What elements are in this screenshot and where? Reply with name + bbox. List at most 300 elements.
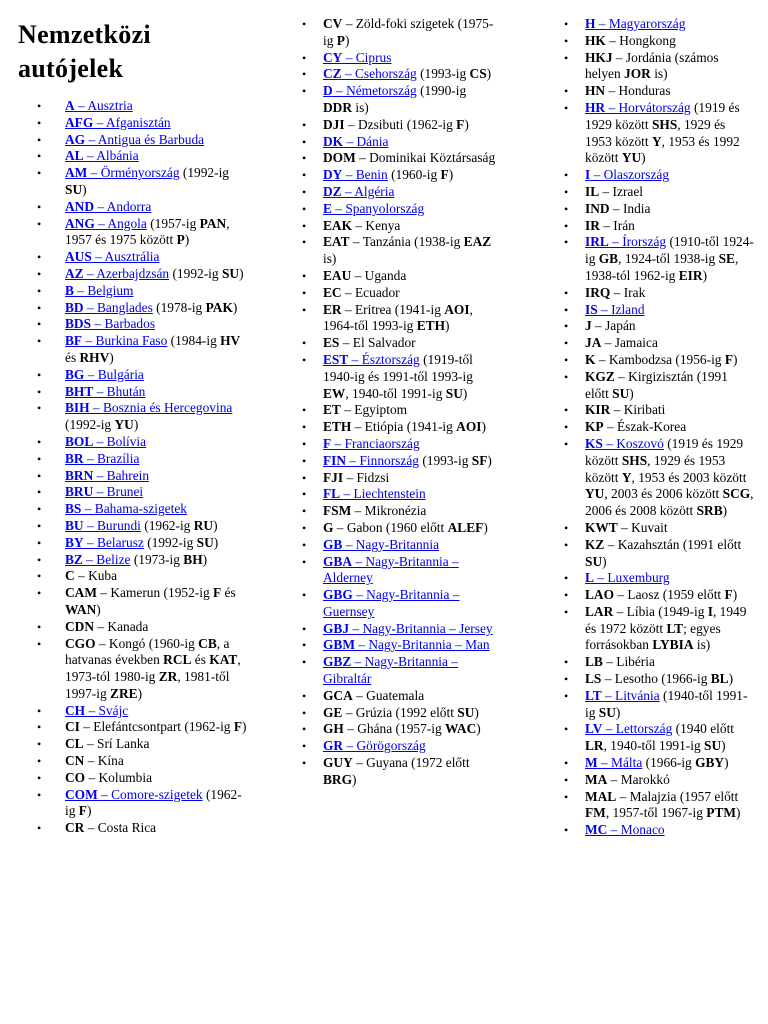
country-name: – Malajzia — [616, 788, 677, 804]
list-item — [18, 132, 248, 149]
list-item — [298, 352, 498, 402]
list-item — [18, 719, 248, 736]
country-name: – Dominikai Köztársaság — [355, 150, 496, 166]
plate-code: AM — [65, 165, 88, 181]
country-name: – Kuvait — [617, 519, 668, 535]
country-name: – Marokkó — [607, 771, 670, 787]
plate-code: D — [323, 83, 333, 99]
list-item — [298, 587, 498, 621]
country-name: – Kuba — [74, 568, 118, 584]
country-name: – Laosz — [614, 587, 660, 603]
list-item — [298, 738, 498, 755]
list-item — [298, 285, 498, 302]
plate-code: BD — [65, 299, 84, 315]
history-note: (számos helyen JOR is) — [585, 49, 719, 82]
plate-code: EAK — [323, 217, 353, 233]
country-name: – Guyana — [352, 755, 408, 771]
list-item — [298, 503, 498, 520]
country-name: – Antigua és Barbuda — [85, 131, 205, 147]
list-item — [18, 316, 248, 333]
history-note: (1940 előtt LR, 1940-től 1991-ig SU) — [585, 721, 735, 754]
history-note: (1991 előtt SU) — [585, 368, 728, 401]
country-name: – Izrael — [599, 183, 644, 199]
plate-code: DJI — [323, 116, 345, 132]
country-link[interactable] — [323, 486, 426, 501]
country-name: – Libéria — [602, 654, 655, 670]
history-note: (1962-ig RU) — [140, 517, 218, 533]
list-item — [18, 703, 248, 720]
plate-code: GH — [323, 721, 344, 737]
history-note: (1957-ig WAC) — [392, 721, 481, 737]
list-item — [560, 822, 755, 839]
list-item — [298, 335, 498, 352]
country-name: – Costa Rica — [84, 820, 157, 836]
plate-code: ET — [323, 402, 341, 418]
list-item — [298, 201, 498, 218]
country-name: – Bosznia és Hercegovina — [89, 400, 233, 416]
page-title: Nemzetközi autójelek — [18, 20, 151, 83]
country-name: – Benin — [342, 167, 388, 183]
plate-code: GR — [323, 738, 344, 754]
history-note: (1962-ig F) — [65, 786, 242, 819]
plate-code: C — [65, 568, 75, 584]
list-item — [298, 234, 498, 268]
country-name: – Dzsibuti — [344, 116, 404, 132]
country-name: – Kolumbia — [85, 769, 153, 785]
country-link[interactable] — [65, 451, 139, 466]
country-link[interactable] — [65, 518, 141, 533]
country-link[interactable] — [65, 434, 146, 449]
history-note: (1975-ig P) — [323, 16, 494, 48]
history-note: (1993-ig CS) — [416, 66, 492, 82]
country-link[interactable] — [65, 148, 139, 163]
plate-code: E — [323, 200, 332, 216]
country-name: – Eritrea — [341, 301, 392, 317]
plate-code: FSM — [323, 503, 352, 519]
country-link[interactable] — [585, 721, 672, 736]
plate-code: DZ — [323, 183, 342, 199]
country-name: – Nagy-Britannia – Guernsey — [323, 587, 460, 619]
country-name: – Liechtenstein — [340, 486, 426, 502]
country-link[interactable] — [585, 688, 660, 703]
list-item — [298, 16, 498, 50]
plate-code: LB — [585, 654, 603, 670]
list-item — [18, 300, 248, 317]
plate-code: L — [585, 570, 594, 586]
list-item — [298, 268, 498, 285]
list-item — [560, 570, 755, 587]
list-item — [18, 115, 248, 132]
plate-code: KP — [585, 419, 604, 435]
plate-code: JA — [585, 335, 602, 351]
country-name: – Gabon — [333, 519, 383, 535]
list-item — [298, 654, 498, 688]
history-note: (1990-ig DDR is) — [323, 83, 467, 115]
plate-code: FL — [323, 486, 341, 502]
country-name: – Örményország — [87, 165, 180, 181]
country-name: – Belgium — [73, 282, 134, 298]
list-item — [560, 50, 755, 84]
plate-code: HKJ — [585, 49, 613, 65]
history-note: (1992-ig SU) — [143, 534, 219, 550]
history-note: (1992-ig YU) — [65, 417, 139, 433]
country-name: – Honduras — [605, 83, 671, 99]
history-note: (1984-ig HV és RHV) — [65, 333, 241, 365]
list-item — [560, 789, 755, 823]
plate-code: CGO — [65, 635, 96, 651]
country-link[interactable] — [323, 167, 388, 182]
list-item — [298, 721, 498, 738]
country-link[interactable] — [65, 216, 147, 231]
plate-code: GUY — [323, 755, 353, 771]
country-name: – Kenya — [352, 217, 401, 233]
list-item — [560, 167, 755, 184]
country-link[interactable] — [65, 132, 204, 147]
plate-code: AL — [65, 148, 84, 164]
plate-code: ER — [323, 301, 342, 317]
country-link[interactable] — [65, 115, 171, 130]
list-item — [18, 148, 248, 165]
country-name: – Németország — [332, 83, 417, 99]
history-note: (1919 és 1929 között SHS, 1929 és 1953 között Y, 1953 és 1992 között YU) — [585, 99, 740, 166]
history-note: (1957-ig PAN, 1957 és 1975 között P) — [65, 215, 230, 248]
history-note: (1966-ig BL) — [657, 671, 734, 687]
list-item — [298, 167, 498, 184]
country-link[interactable] — [65, 484, 143, 499]
plate-code: LAR — [585, 603, 614, 619]
plate-code: HK — [585, 32, 606, 48]
country-name: – Észtország — [348, 351, 420, 367]
list-item — [560, 285, 755, 302]
country-name: – Koszovó — [602, 435, 664, 451]
country-name: – Andorra — [94, 198, 152, 214]
plate-code: BG — [65, 366, 85, 382]
country-name: – El Salvador — [339, 335, 416, 351]
list-item — [18, 451, 248, 468]
plate-code: CL — [65, 736, 84, 752]
country-name: – Egyiptom — [340, 402, 408, 418]
list-item — [298, 554, 498, 588]
plate-code: LS — [585, 671, 602, 687]
country-name: – Horvátország — [605, 99, 691, 115]
list-item — [560, 755, 755, 772]
plate-code: EAU — [323, 267, 352, 283]
history-note: (1962-ig F) — [403, 116, 469, 132]
country-name: – Irán — [599, 217, 635, 233]
list-item — [560, 184, 755, 201]
plate-code: IR — [585, 217, 600, 233]
plate-code: IL — [585, 183, 600, 199]
country-link[interactable] — [65, 266, 169, 281]
column-3 — [560, 16, 755, 839]
history-note: (1992-ig SU) — [169, 265, 244, 281]
plate-code: GBZ — [323, 654, 352, 670]
plate-code: AFG — [65, 114, 94, 130]
list-item — [18, 468, 248, 485]
plate-code: GBG — [323, 587, 353, 603]
plate-code: BR — [65, 450, 84, 466]
country-link[interactable] — [323, 201, 424, 216]
country-name: – Kanada — [94, 618, 149, 634]
list-item — [18, 216, 248, 250]
list-item — [298, 486, 498, 503]
country-name: – Nagy-Britannia – Jersey — [349, 620, 493, 636]
country-link[interactable] — [65, 333, 167, 348]
list-item — [560, 335, 755, 352]
country-link[interactable] — [65, 535, 144, 550]
country-link[interactable] — [323, 554, 459, 586]
country-link[interactable] — [585, 100, 691, 115]
plate-code: LV — [585, 721, 603, 737]
plate-code: BRN — [65, 467, 94, 483]
country-link[interactable] — [65, 703, 128, 718]
list-item — [298, 436, 498, 453]
history-note: (1959 előtt F) — [659, 587, 738, 603]
list-item — [560, 654, 755, 671]
country-link[interactable] — [65, 400, 232, 415]
list-item — [560, 587, 755, 604]
list-item — [18, 585, 248, 619]
list-item — [560, 419, 755, 436]
list-item — [560, 218, 755, 235]
history-note: (1941-ig AOI, 1964-től 1993-ig ETH) — [323, 301, 473, 334]
country-name: – Észak-Korea — [603, 419, 687, 435]
plate-code: A — [65, 98, 75, 113]
plate-code: CY — [323, 49, 343, 65]
plate-code: MA — [585, 771, 608, 787]
history-note: (1960-ig CB, a hatvanas években RCL és KAT, 1973-tól 1980-ig ZR, 1981-től 1997-ig ZRE) — [65, 635, 241, 701]
plate-code: IS — [585, 301, 598, 317]
country-link[interactable] — [323, 453, 419, 468]
plate-code: AND — [65, 198, 95, 214]
plate-code: BS — [65, 501, 82, 517]
country-name: – Uganda — [351, 267, 407, 283]
plate-code: BRU — [65, 484, 94, 500]
country-link[interactable] — [65, 249, 159, 264]
list-item — [18, 535, 248, 552]
list-item — [18, 165, 248, 199]
country-name: – Jamaica — [601, 335, 658, 351]
country-link[interactable] — [65, 384, 145, 399]
country-name: – Lesotho — [601, 671, 658, 687]
country-link[interactable] — [65, 300, 153, 315]
plate-code: DOM — [323, 150, 356, 166]
country-name: – Japán — [591, 318, 636, 334]
country-name: – Bahama-szigetek — [81, 501, 187, 517]
list-item — [18, 98, 248, 115]
country-link[interactable] — [323, 654, 458, 686]
country-name: – Nagy-Britannia – Man — [355, 637, 490, 653]
country-name: – Luxemburg — [593, 570, 670, 586]
country-link[interactable] — [585, 755, 642, 770]
list-item — [18, 518, 248, 535]
country-name: – Brunei — [93, 484, 144, 500]
country-link[interactable] — [323, 637, 490, 652]
list-item — [18, 434, 248, 451]
country-link[interactable] — [323, 621, 493, 636]
plate-code: GB — [323, 536, 343, 552]
list-item — [298, 470, 498, 487]
country-link[interactable] — [585, 822, 665, 837]
list-item — [18, 636, 248, 703]
list-item — [560, 436, 755, 520]
plate-code: ANG — [65, 215, 95, 231]
history-note: (1956-ig F) — [672, 351, 738, 367]
list-item — [298, 50, 498, 67]
history-note: (1992-ig SU) — [65, 165, 229, 197]
list-item — [18, 568, 248, 585]
country-link[interactable] — [65, 283, 133, 298]
country-link[interactable] — [323, 352, 420, 367]
country-name: – Kirgizisztán — [614, 368, 694, 384]
plate-code: CAM — [65, 585, 97, 601]
history-note: (1919-től 1940-ig és 1991-től 1993-ig EW, 1940-től 1991-ig SU) — [323, 351, 473, 401]
country-link[interactable] — [323, 83, 417, 98]
country-name: – Comore-szigetek — [97, 786, 203, 802]
plate-code: GBJ — [323, 620, 350, 636]
history-note: (1910-től 1924-ig GB, 1924-től 1938-ig SE, 1938-tól 1962-ig EIR) — [585, 234, 754, 283]
history-note: (1941-ig AOI) — [403, 419, 486, 435]
country-name: – Nagy-Britannia — [342, 536, 440, 552]
history-note: (1992 előtt SU) — [392, 704, 479, 720]
country-name: – Lettország — [602, 721, 673, 737]
country-link[interactable] — [65, 367, 144, 382]
country-link[interactable] — [585, 436, 664, 451]
country-link[interactable] — [65, 468, 149, 483]
list-item — [560, 100, 755, 167]
plate-code: KS — [585, 435, 603, 451]
country-link[interactable] — [65, 501, 187, 516]
country-name: – Mikronézia — [351, 503, 427, 519]
plate-code: IRL — [585, 234, 609, 250]
country-link[interactable] — [585, 16, 685, 31]
history-note: (1938-ig EAZ is) — [323, 234, 492, 267]
plate-code: EST — [323, 351, 349, 367]
plate-code: CI — [65, 719, 80, 735]
plate-code: BZ — [65, 551, 83, 567]
country-link[interactable] — [65, 98, 133, 113]
list-item — [560, 721, 755, 755]
country-link[interactable] — [65, 165, 180, 180]
list-item — [298, 453, 498, 470]
list-item — [18, 367, 248, 384]
plate-code-list — [560, 16, 755, 839]
plate-code: KWT — [585, 519, 618, 535]
plate-code: KIR — [585, 402, 611, 418]
country-name: – Bhután — [93, 383, 146, 399]
plate-code: IND — [585, 200, 610, 216]
country-name: – Kína — [84, 753, 124, 769]
country-name: – Bulgária — [84, 366, 144, 382]
plate-code: CO — [65, 769, 86, 785]
plate-code: HN — [585, 83, 606, 99]
country-name: – Azerbajdzsán — [83, 265, 170, 281]
plate-code: K — [585, 351, 596, 367]
list-item — [18, 753, 248, 770]
plate-code: CZ — [323, 66, 342, 82]
list-item — [560, 201, 755, 218]
plate-code: CV — [323, 16, 343, 31]
history-note: (1940-től 1991-ig SU) — [585, 687, 748, 720]
country-name: – Kamerun — [96, 585, 161, 601]
country-name: – Ausztria — [74, 98, 133, 113]
country-name: – Irak — [610, 284, 646, 300]
list-item — [18, 484, 248, 501]
country-link[interactable] — [323, 587, 460, 619]
country-link[interactable] — [65, 316, 155, 331]
country-name: – Litvánia — [601, 687, 660, 703]
plate-code: DK — [323, 133, 344, 149]
history-note: (1949-ig I, 1949 és 1972 között LT; egyes forrásokban LYBIA is) — [585, 603, 747, 653]
country-name: – Srí Lanka — [83, 736, 150, 752]
country-name: – Afganisztán — [93, 114, 171, 130]
country-name: – Hongkong — [605, 32, 676, 48]
country-link[interactable] — [585, 302, 645, 317]
country-name: – Dánia — [343, 133, 389, 149]
country-link[interactable] — [585, 570, 670, 585]
country-link[interactable] — [323, 738, 426, 753]
list-item — [560, 352, 755, 369]
column-2 — [298, 16, 498, 789]
country-name: – Monaco — [607, 822, 665, 838]
country-name: – Albánia — [83, 148, 139, 164]
country-name: – Magyarország — [595, 16, 686, 31]
country-link[interactable] — [323, 50, 391, 65]
country-link[interactable] — [323, 184, 394, 199]
country-name: – Kongó — [95, 635, 146, 651]
plate-code: HR — [585, 99, 606, 115]
country-link[interactable] — [323, 537, 439, 552]
list-item — [298, 66, 498, 83]
plate-code: BIH — [65, 400, 90, 416]
country-link[interactable] — [585, 167, 669, 182]
list-item — [560, 772, 755, 789]
plate-code-list — [18, 98, 248, 837]
plate-code: MC — [585, 822, 608, 838]
list-item — [298, 520, 498, 537]
list-item — [560, 16, 755, 33]
plate-code: M — [585, 755, 598, 771]
list-item — [298, 755, 498, 789]
list-item — [18, 552, 248, 569]
plate-code: ETH — [323, 419, 352, 435]
country-link[interactable] — [323, 66, 417, 81]
country-name: – Csehország — [341, 66, 417, 82]
country-name: – Elefántcsontpart — [79, 719, 182, 735]
list-item — [18, 266, 248, 283]
country-link[interactable] — [323, 436, 420, 451]
plate-code: LT — [585, 687, 602, 703]
list-item — [560, 537, 755, 571]
country-link[interactable] — [585, 234, 666, 249]
history-note: (1966-ig GBY) — [642, 755, 729, 771]
list-item — [298, 419, 498, 436]
country-link[interactable] — [323, 134, 388, 149]
country-link[interactable] — [65, 199, 151, 214]
plate-code: FIN — [323, 452, 347, 468]
country-name: – Líbia — [613, 603, 655, 619]
list-item — [18, 333, 248, 367]
list-item — [298, 83, 498, 117]
list-item — [298, 537, 498, 554]
country-name: – Izland — [597, 301, 645, 317]
country-link[interactable] — [65, 552, 130, 567]
list-item — [560, 318, 755, 335]
plate-code: H — [585, 16, 596, 31]
plate-code: COM — [65, 786, 98, 802]
country-link[interactable] — [65, 787, 203, 802]
country-name: – Spanyolország — [331, 200, 425, 216]
